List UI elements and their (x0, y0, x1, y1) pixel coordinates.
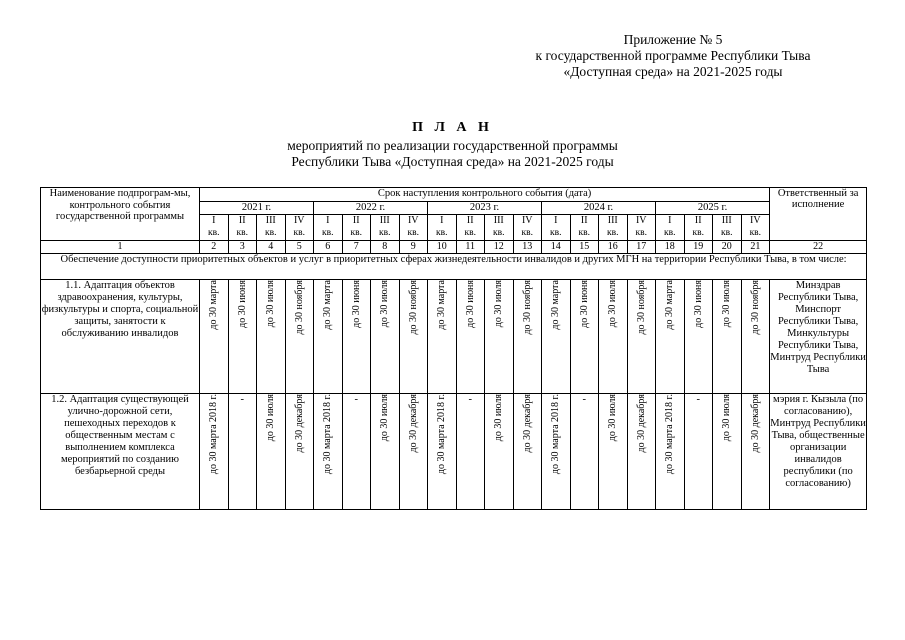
year-header: 2023 г. (428, 202, 542, 215)
quarter-header (228, 215, 257, 241)
column-number: 2 (200, 241, 229, 254)
column-number: 9 (399, 241, 428, 254)
quarter-roman: IV (293, 215, 305, 226)
date-cell (741, 394, 770, 510)
header-row (41, 188, 867, 202)
quarter-roman: I (212, 215, 216, 226)
quarter-label: кв. (322, 228, 334, 238)
column-number: 14 (542, 241, 571, 254)
date-text: до 30 июля (493, 394, 505, 442)
quarter-label: кв. (635, 228, 647, 238)
plan-table (40, 187, 867, 510)
date-text: до 30 июня (464, 280, 476, 328)
date-text: до 30 июля (379, 394, 391, 442)
quarter-roman: III (721, 215, 732, 226)
quarter-header (456, 215, 485, 241)
date-cell (228, 394, 257, 510)
quarter-label: кв. (550, 228, 562, 238)
date-cell (428, 394, 457, 510)
date-cell (314, 394, 343, 510)
quarter-header (285, 215, 314, 241)
quarter-roman: II (238, 215, 246, 226)
column-header-responsible: Ответственный за исполнение (770, 188, 867, 241)
date-text: - (354, 394, 358, 405)
date-text: - (582, 394, 586, 405)
date-cell (656, 394, 685, 510)
date-cell (342, 394, 371, 510)
date-cell (342, 280, 371, 394)
quarter-roman: I (326, 215, 330, 226)
quarter-roman: I (440, 215, 444, 226)
date-cell (200, 394, 229, 510)
date-cell (542, 394, 571, 510)
date-text: до 30 июля (607, 394, 619, 442)
appendix-block (503, 32, 843, 80)
column-number: 16 (599, 241, 628, 254)
date-cell (627, 394, 656, 510)
year-header: 2021 г. (200, 202, 314, 215)
date-cell (599, 394, 628, 510)
column-number: 17 (627, 241, 656, 254)
quarter-label: кв. (578, 228, 590, 238)
quarter-header (656, 215, 685, 241)
quarter-label: кв. (664, 228, 676, 238)
quarter-label: кв. (236, 228, 248, 238)
quarter-roman: IV (521, 215, 533, 226)
date-text: - (696, 394, 700, 405)
date-text: до 30 декабря (749, 394, 761, 453)
date-cell (257, 280, 286, 394)
date-cell (399, 280, 428, 394)
date-cell (428, 280, 457, 394)
quarter-label: кв. (721, 228, 733, 238)
date-cell (599, 280, 628, 394)
quarter-roman: IV (750, 215, 761, 226)
date-text: до 30 ноября (521, 280, 533, 335)
date-cell (741, 280, 770, 394)
table-row (41, 394, 867, 510)
quarter-roman: II (466, 215, 474, 226)
date-cell (684, 394, 713, 510)
date-cell (485, 280, 514, 394)
date-cell (713, 280, 742, 394)
quarter-label: кв. (464, 228, 476, 238)
quarter-roman: III (493, 215, 504, 226)
quarter-header (200, 215, 229, 241)
date-text: до 30 июля (379, 280, 391, 328)
quarter-header (570, 215, 599, 241)
quarter-header (314, 215, 343, 241)
date-cell (485, 394, 514, 510)
appendix-line-1: Приложение № 5 (623, 32, 723, 47)
column-number: 12 (485, 241, 514, 254)
date-text: до 30 марта (436, 280, 448, 330)
quarter-roman: II (580, 215, 588, 226)
date-cell (656, 280, 685, 394)
appendix-line-3: «Доступная среда» на 2021-2025 годы (563, 64, 783, 79)
quarter-header (741, 215, 770, 241)
quarter-header (542, 215, 571, 241)
date-text: до 30 марта (208, 280, 220, 330)
quarter-header (627, 215, 656, 241)
date-text: до 30 июля (721, 394, 733, 442)
column-number: 7 (342, 241, 371, 254)
column-number: 18 (656, 241, 685, 254)
date-cell (285, 280, 314, 394)
quarter-roman: III (379, 215, 390, 226)
date-text: до 30 марта 2018 г. (322, 394, 334, 475)
date-cell (371, 280, 400, 394)
column-number: 4 (257, 241, 286, 254)
column-number: 11 (456, 241, 485, 254)
column-number: 19 (684, 241, 713, 254)
column-number: 20 (713, 241, 742, 254)
date-cell (627, 280, 656, 394)
column-number: 22 (770, 241, 867, 254)
quarter-header (684, 215, 713, 241)
date-cell (684, 280, 713, 394)
quarter-label: кв. (407, 228, 419, 238)
quarter-header (428, 215, 457, 241)
row-responsible: Минздрав Республики Тыва, Минспорт Республики Тыва, Минкультуры Республики Тыва, Минтруд Республики Тыва (770, 280, 867, 394)
date-text: до 30 декабря (521, 394, 533, 453)
column-number: 5 (285, 241, 314, 254)
column-header-period: Срок наступления контрольного события (дата) (200, 188, 770, 202)
date-text: до 30 марта (550, 280, 562, 330)
column-number: 13 (513, 241, 542, 254)
quarter-label: кв. (749, 228, 762, 238)
row-responsible: мэрия г. Кызыла (по согласованию), Минтруд Республики Тыва, общественные организации инвалидов республики (по согласованию) (770, 394, 867, 510)
date-cell (314, 280, 343, 394)
column-numbers-row (41, 241, 867, 254)
quarter-header (513, 215, 542, 241)
quarter-label: кв. (493, 228, 505, 238)
quarter-header (342, 215, 371, 241)
row-name: 1.1. Адаптация объектов здравоохранения, культуры, физкультуры и спорта, социальной защиты, занятости к обслуживанию инвалидов (41, 280, 200, 394)
plan-subtitle (0, 138, 905, 170)
column-number: 8 (371, 241, 400, 254)
plan-subtitle-line-1: мероприятий по реализации государственной программы (287, 138, 618, 153)
quarter-label: кв. (208, 228, 220, 238)
date-text: до 30 марта (322, 280, 334, 330)
date-text: до 30 июня (236, 280, 248, 328)
date-text: до 30 июня (692, 280, 704, 328)
table-row (41, 280, 867, 394)
date-cell (513, 394, 542, 510)
quarter-roman: IV (407, 215, 419, 226)
date-cell (570, 280, 599, 394)
quarter-label: кв. (607, 228, 619, 238)
section-row (41, 254, 867, 280)
row-name: 1.2. Адаптация существующей улично-дорожной сети, пешеходных переходов к общественным местам с выполнением комплекса мероприятий по созданию безбарьерной среды (41, 394, 200, 510)
date-cell (513, 280, 542, 394)
date-text: до 30 марта 2018 г. (436, 394, 448, 475)
date-text: - (240, 394, 244, 405)
quarter-roman: I (554, 215, 558, 226)
date-cell (456, 394, 485, 510)
quarter-header (371, 215, 400, 241)
date-text: до 30 июля (493, 280, 505, 328)
quarter-header (599, 215, 628, 241)
quarter-label: кв. (379, 228, 391, 238)
year-header: 2022 г. (314, 202, 428, 215)
date-text: до 30 декабря (293, 394, 305, 453)
plan-title: П Л А Н (412, 120, 493, 135)
date-cell (570, 394, 599, 510)
column-number: 3 (228, 241, 257, 254)
date-cell (285, 394, 314, 510)
quarter-label: кв. (436, 228, 448, 238)
date-text: - (468, 394, 472, 405)
section-title: Обеспечение доступности приоритетных объектов и услуг в приоритетных сферах жизнедеятельности инвалидов и других МГН на территории Республики Тыва, в том числе: (41, 254, 867, 280)
quarter-roman: III (265, 215, 276, 226)
quarter-header (713, 215, 742, 241)
date-text: до 30 марта 2018 г. (550, 394, 562, 475)
quarter-label: кв. (265, 228, 277, 238)
date-cell (399, 394, 428, 510)
quarter-header (257, 215, 286, 241)
quarter-label: кв. (692, 228, 704, 238)
column-number: 6 (314, 241, 343, 254)
date-cell (371, 394, 400, 510)
date-text: до 30 декабря (635, 394, 647, 453)
date-cell (713, 394, 742, 510)
date-text: до 30 ноября (407, 280, 419, 335)
date-text: до 30 марта 2018 г. (664, 394, 676, 475)
date-text: до 30 июля (607, 280, 619, 328)
quarter-header (485, 215, 514, 241)
quarter-roman: II (352, 215, 360, 226)
date-cell (456, 280, 485, 394)
quarter-roman: I (668, 215, 672, 226)
date-cell (542, 280, 571, 394)
plan-subtitle-line-2: Республики Тыва «Доступная среда» на 2021-2025 годы (291, 154, 614, 169)
column-number: 1 (41, 241, 200, 254)
date-text: до 30 июля (265, 280, 277, 328)
date-text: до 30 июня (350, 280, 362, 328)
appendix-line-2: к государственной программе Республики Тыва (535, 48, 811, 63)
column-number: 15 (570, 241, 599, 254)
date-text: до 30 июня (578, 280, 590, 328)
year-header: 2025 г. (656, 202, 770, 215)
quarter-label: кв. (350, 228, 362, 238)
quarter-roman: III (607, 215, 618, 226)
year-header: 2024 г. (542, 202, 656, 215)
date-text: до 30 июля (265, 394, 277, 442)
quarter-roman: II (694, 215, 702, 226)
date-cell (200, 280, 229, 394)
date-text: до 30 ноября (635, 280, 647, 335)
date-cell (257, 394, 286, 510)
date-text: до 30 июля (721, 280, 733, 328)
quarter-label: кв. (521, 228, 533, 238)
date-text: до 30 марта 2018 г. (208, 394, 220, 475)
date-text: до 30 ноября (749, 280, 761, 335)
date-text: до 30 декабря (407, 394, 419, 453)
column-number: 10 (428, 241, 457, 254)
date-text: до 30 марта (664, 280, 676, 330)
quarter-header (399, 215, 428, 241)
date-cell (228, 280, 257, 394)
quarter-label: кв. (293, 228, 305, 238)
column-header-name: Наименование подпрограм-мы, контрольного события государственной программы (41, 188, 200, 241)
column-number: 21 (741, 241, 770, 254)
quarter-roman: IV (635, 215, 647, 226)
date-text: до 30 ноября (293, 280, 305, 335)
